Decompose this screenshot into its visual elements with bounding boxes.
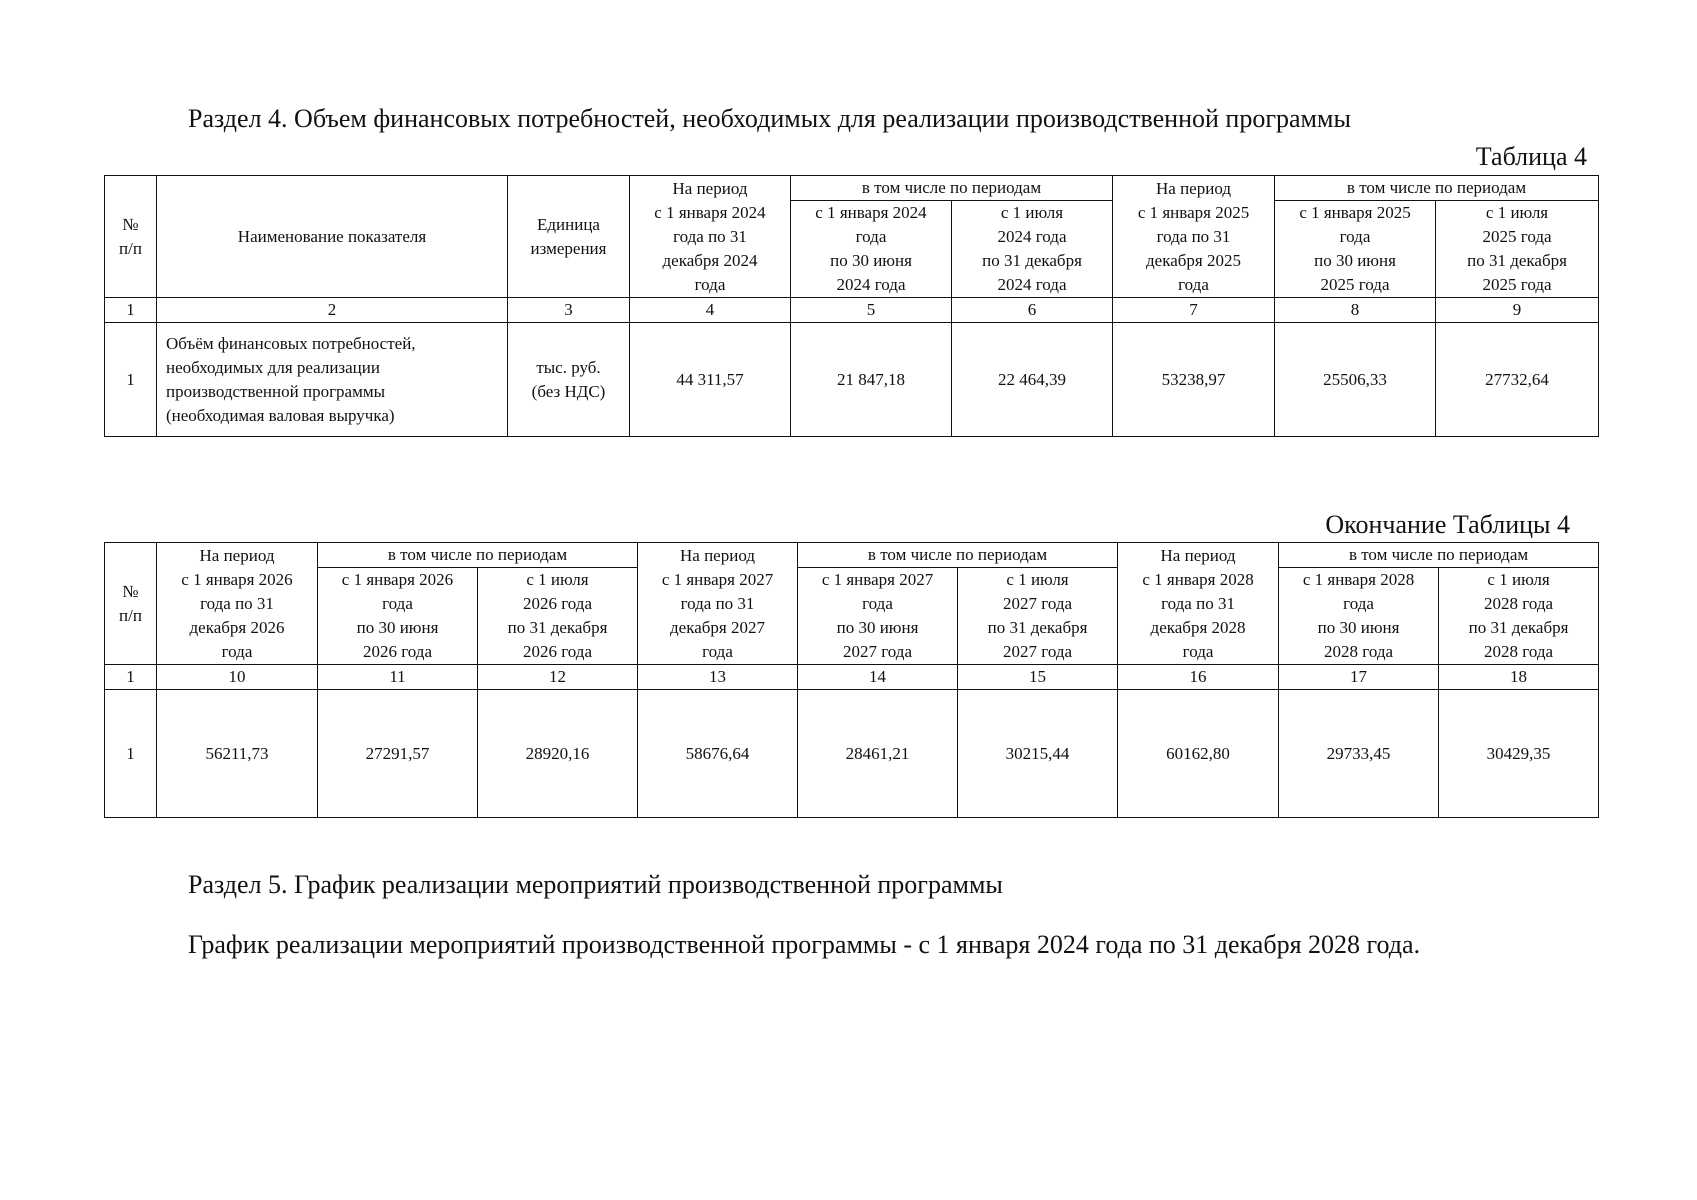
header-including-2027: в том числе по периодам [798, 543, 1118, 568]
col-number: 1 [105, 298, 157, 323]
value-h1-2025: 25506,33 [1275, 323, 1436, 437]
header-h1-2024: с 1 января 2024 года по 30 июня 2024 года [791, 201, 952, 298]
header-h1-2026: с 1 января 2026 года по 30 июня 2026 года [318, 568, 478, 665]
header-period-2025: На период с 1 января 2025 года по 31 декабря 2025 года [1113, 176, 1275, 298]
value-period-2028: 60162,80 [1118, 690, 1279, 818]
header-including-2025: в том числе по периодам [1275, 176, 1599, 201]
col-number: 11 [318, 665, 478, 690]
value-h1-2024: 21 847,18 [791, 323, 952, 437]
column-number-row [105, 665, 1599, 690]
header-h1-2025: с 1 января 2025 года по 30 июня 2025 года [1275, 201, 1436, 298]
header-unit: Единица измерения [508, 176, 630, 298]
header-h2-2024: с 1 июля 2024 года по 31 декабря 2024 года [952, 201, 1113, 298]
header-period-2028: На период с 1 января 2028 года по 31 декабря 2028 года [1118, 543, 1279, 665]
col-number: 4 [630, 298, 791, 323]
col-number: 1 [105, 665, 157, 690]
value-h1-2026: 27291,57 [318, 690, 478, 818]
section-5-title: Раздел 5. График реализации мероприятий производственной программы [188, 870, 1003, 899]
value-h2-2026: 28920,16 [478, 690, 638, 818]
financial-needs-table [104, 175, 1599, 437]
col-number: 5 [791, 298, 952, 323]
header-h2-2028: с 1 июля 2028 года по 31 декабря 2028 года [1439, 568, 1599, 665]
column-number-row [105, 298, 1599, 323]
row-unit: тыс. руб. (без НДС) [508, 323, 630, 437]
table-1-caption: Таблица 4 [1475, 142, 1587, 171]
header-indicator-name: Наименование показателя [157, 176, 508, 298]
table-row [105, 690, 1599, 818]
header-including-2024: в том числе по периодам [791, 176, 1113, 201]
value-h1-2027: 28461,21 [798, 690, 958, 818]
col-number: 17 [1279, 665, 1439, 690]
header-num: № п/п [105, 176, 157, 298]
value-h1-2028: 29733,45 [1279, 690, 1439, 818]
header-h1-2028: с 1 января 2028 года по 30 июня 2028 года [1279, 568, 1439, 665]
row-num: 1 [105, 690, 157, 818]
value-h2-2024: 22 464,39 [952, 323, 1113, 437]
col-number: 13 [638, 665, 798, 690]
value-h2-2028: 30429,35 [1439, 690, 1599, 818]
value-period-2025: 53238,97 [1113, 323, 1275, 437]
value-h2-2025: 27732,64 [1436, 323, 1599, 437]
header-period-2026: На период с 1 января 2026 года по 31 декабря 2026 года [157, 543, 318, 665]
financial-needs-table-continuation [104, 542, 1599, 818]
table-row [105, 323, 1599, 437]
value-period-2026: 56211,73 [157, 690, 318, 818]
header-including-2028: в том числе по периодам [1279, 543, 1599, 568]
col-number: 2 [157, 298, 508, 323]
header-h2-2025: с 1 июля 2025 года по 31 декабря 2025 года [1436, 201, 1599, 298]
header-h1-2027: с 1 января 2027 года по 30 июня 2027 года [798, 568, 958, 665]
value-period-2027: 58676,64 [638, 690, 798, 818]
col-number: 10 [157, 665, 318, 690]
col-number: 16 [1118, 665, 1279, 690]
col-number: 12 [478, 665, 638, 690]
value-h2-2027: 30215,44 [958, 690, 1118, 818]
col-number: 8 [1275, 298, 1436, 323]
section-5-text: График реализации мероприятий производственной программы - с 1 января 2024 года по 31 декабря 2028 года. [188, 930, 1421, 959]
row-indicator-name: Объём финансовых потребностей, необходимых для реализации производственной программы (необходимая валовая выручка) [157, 323, 508, 437]
header-including-2026: в том числе по периодам [318, 543, 638, 568]
header-period-2024: На период с 1 января 2024 года по 31 декабря 2024 года [630, 176, 791, 298]
col-number: 9 [1436, 298, 1599, 323]
header-h2-2026: с 1 июля 2026 года по 31 декабря 2026 года [478, 568, 638, 665]
header-period-2027: На период с 1 января 2027 года по 31 декабря 2027 года [638, 543, 798, 665]
header-h2-2027: с 1 июля 2027 года по 31 декабря 2027 года [958, 568, 1118, 665]
section-4-title: Раздел 4. Объем финансовых потребностей, необходимых для реализации производственной программы [188, 104, 1351, 133]
col-number: 3 [508, 298, 630, 323]
table-2-caption: Окончание Таблицы 4 [1325, 510, 1570, 539]
value-period-2024: 44 311,57 [630, 323, 791, 437]
row-num: 1 [105, 323, 157, 437]
header-num: № п/п [105, 543, 157, 665]
col-number: 6 [952, 298, 1113, 323]
col-number: 14 [798, 665, 958, 690]
col-number: 7 [1113, 298, 1275, 323]
col-number: 15 [958, 665, 1118, 690]
col-number: 18 [1439, 665, 1599, 690]
